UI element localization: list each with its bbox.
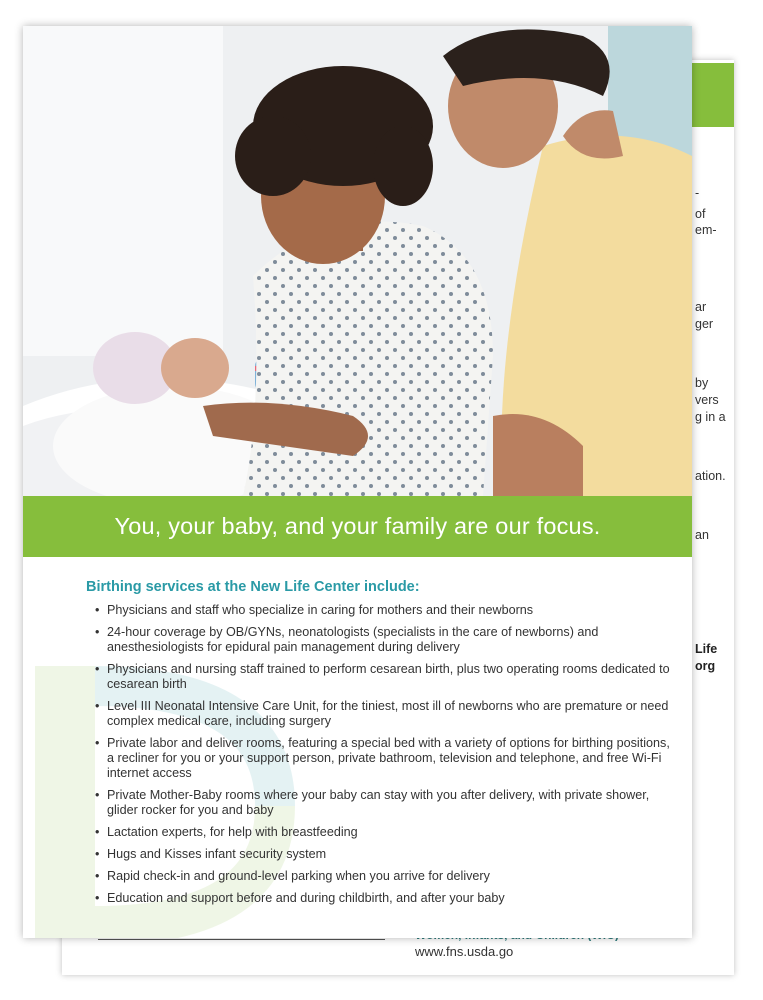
focus-banner [23, 496, 692, 557]
back-text-fragment: ar [695, 300, 707, 314]
back-page-rule [98, 939, 385, 940]
back-text-fragment: by [695, 376, 709, 390]
back-text-fragment: - [695, 186, 700, 200]
service-item: • Level III Neonatal Intensive Care Unit, for the tiniest, most ill of newborns who are premature or need complex medical care, including surgery [95, 699, 675, 729]
service-item: • Education and support before and during childbirth, and after your baby [95, 891, 675, 906]
back-url: www.fns.usda.go [415, 944, 514, 959]
service-item: • Hugs and Kisses infant security system [95, 847, 675, 862]
service-item: • Physicians and nursing staff trained to perform cesarean birth, plus two operating rooms dedicated to cesarean birth [95, 662, 675, 692]
back-text-fragment: vers [695, 393, 719, 407]
front-page [23, 26, 692, 938]
back-text-fragment: em- [695, 223, 717, 237]
back-text-fragment-bold: org [695, 659, 716, 673]
hero-photo-illustration [23, 26, 692, 496]
services-list [95, 603, 675, 913]
back-text-fragment: ger [695, 317, 714, 331]
service-item: • Rapid check-in and ground-level parking when you arrive for delivery [95, 869, 675, 884]
back-text-fragment: g in a [695, 410, 726, 424]
back-text-fragment: ation. [695, 469, 726, 483]
services-heading: Birthing services at the New Life Center include: [86, 579, 420, 595]
service-item: • Private labor and deliver rooms, featuring a special bed with a variety of options for birthing positions, a recliner for you or your support person, private bathroom, television and telephone, and free Wi-Fi internet access [95, 736, 675, 781]
back-text-fragment: an [695, 528, 709, 542]
service-item: • Private Mother-Baby rooms where your baby can stay with you after delivery, with private shower, glider rocker for you and baby [95, 788, 675, 818]
service-item: • 24-hour coverage by OB/GYNs, neonatologists (specialists in the care of newborns) and anesthesiologists for epidural pain management during delivery [95, 625, 675, 655]
focus-banner-text: You, your baby, and your family are our focus. [114, 513, 601, 539]
service-item: • Physicians and staff who specialize in caring for mothers and their newborns [95, 603, 675, 618]
back-text-fragment-bold: Life [695, 642, 718, 656]
back-text-fragment: of [695, 207, 706, 221]
hero-photo [23, 26, 692, 496]
service-item: • Lactation experts, for help with breastfeeding [95, 825, 675, 840]
